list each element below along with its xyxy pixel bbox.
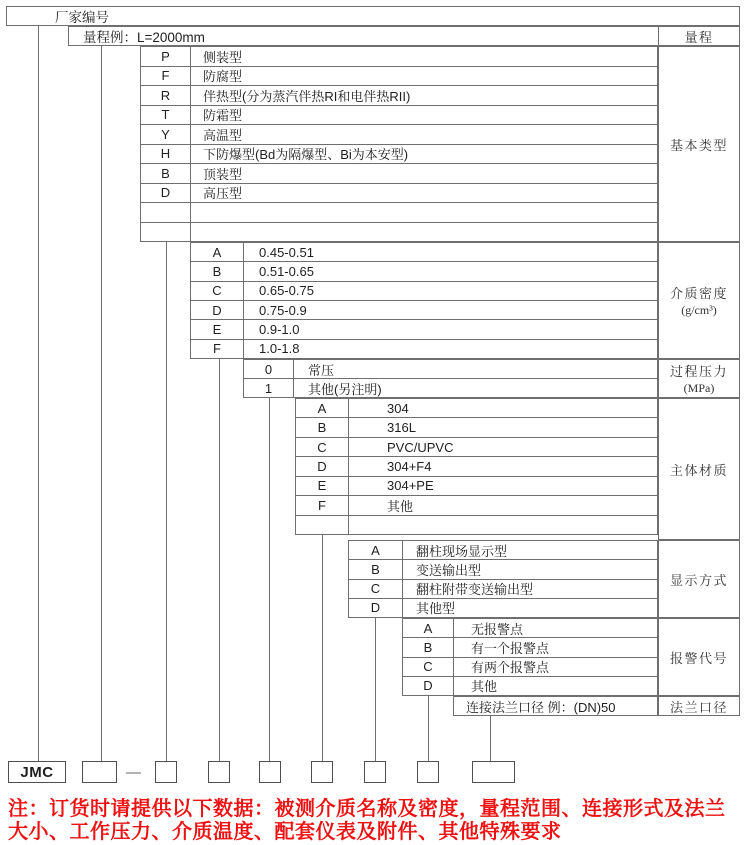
table-row [403,657,657,676]
table-row [244,378,657,397]
desc-cell: 其他型 [416,601,456,617]
connector-line-range [101,46,102,761]
label-alarm-code: 报警代号 [658,618,740,696]
label-range: 量程 [658,26,740,46]
code-cell: C [296,438,349,456]
code-box-manufacturer [82,761,117,783]
desc-cell: 高压型 [203,186,243,202]
header-row-manufacturer-code [6,6,740,26]
connector-line-density [219,359,220,761]
desc-cell: 翻柱现场显示型 [416,543,508,559]
label-flange-size: 法兰口径 [658,696,740,716]
code-cell: D [296,457,349,475]
connector-line-alarm [428,696,429,761]
desc-cell: 其他 [471,679,498,695]
desc-cell: PVC/UPVC [387,439,454,455]
desc-cell: 常压 [308,362,335,378]
table-alarm-code [402,618,658,696]
table-display-mode [348,540,658,618]
table-row [141,222,657,242]
table-medium-density [190,242,658,359]
code-box-flange [472,761,515,783]
table-row [403,676,657,695]
code-cell: A [349,541,403,559]
model-prefix: JMC [20,763,54,781]
code-cell: D [403,677,454,695]
range-example-label: 量程例：L=2000mm [83,30,205,45]
table-row [141,47,657,66]
table-row [296,515,657,534]
label-process-pressure: 过程压力 (MPa) [658,359,740,398]
desc-cell: 有一个报警点 [471,640,550,656]
table-row [141,124,657,144]
code-box-density [208,761,230,783]
desc-cell: 1.0-1.8 [259,341,300,357]
code-cell: D [191,301,244,319]
table-body-material [295,398,658,535]
code-cell: B [191,262,244,280]
ordering-note [8,798,746,844]
table-row [296,495,657,514]
code-cell: B [296,418,349,436]
connector-line-pressure [269,398,270,761]
desc-cell: 304+PE [387,478,434,494]
code-cell [141,203,191,222]
table-row [349,541,657,559]
desc-cell: 变送输出型 [416,562,482,578]
code-cell: H [141,145,191,164]
table-row [141,85,657,105]
label-body-material: 主体材质 [658,398,740,540]
table-row [349,559,657,578]
label-basic-type: 基本类型 [658,46,740,242]
code-cell: E [191,320,244,338]
table-row [403,637,657,656]
desc-cell [349,516,657,534]
label-display-mode: 显示方式 [658,540,740,618]
table-row [191,300,657,319]
code-cell: C [191,282,244,300]
code-box-material [311,761,333,783]
desc-cell: 伴热型(分为蒸汽伴热RI和电伴热RII) [203,88,411,104]
desc-cell: 0.65-0.75 [259,283,314,299]
code-cell: C [403,658,454,676]
code-cell: F [296,496,349,514]
desc-cell: 顶装型 [203,166,243,182]
desc-cell [191,223,657,242]
connector-line-manufacturer [38,26,39,761]
code-cell: B [403,638,454,656]
code-cell: 1 [244,379,294,397]
desc-cell: 侧装型 [203,49,243,65]
table-row [296,437,657,456]
table-row [191,243,657,261]
code-cell [141,223,191,242]
code-cell: C [349,580,403,598]
flange-size-row [453,696,658,716]
code-box-pressure [259,761,281,783]
code-cell: D [141,184,191,203]
code-cell: A [191,243,244,261]
table-row [244,360,657,378]
code-cell: B [141,164,191,183]
flange-size-text: 连接法兰口径 例：(DN)50 [466,699,616,715]
desc-cell: 0.45-0.51 [259,244,314,260]
table-row [191,281,657,300]
table-row [191,339,657,358]
desc-cell: 304 [387,400,409,416]
table-row [296,476,657,495]
table-row [141,144,657,164]
desc-cell: 防腐型 [203,69,243,85]
table-row [349,579,657,598]
code-cell: A [403,619,454,637]
desc-cell: 其他 [387,498,414,514]
table-row [191,261,657,280]
code-cell [296,516,349,534]
code-cell: D [349,599,403,617]
code-cell: P [141,47,191,66]
desc-cell: 翻柱附带变送输出型 [416,582,534,598]
connector-line-material [322,535,323,761]
desc-cell: 0.9-1.0 [259,321,300,337]
code-cell: B [349,560,403,578]
code-cell: T [141,106,191,125]
table-row [349,598,657,617]
table-row [141,66,657,86]
code-separator-dash: — [126,763,141,781]
code-box-basic-type [155,761,177,783]
table-row [141,163,657,183]
desc-cell: 304+F4 [387,458,432,474]
table-process-pressure [243,359,658,398]
table-row [403,619,657,637]
ordering-note-line2: 大小、工作压力、介质温度、配套仪表及附件、其他特殊要求 [8,821,562,843]
desc-cell: 0.51-0.65 [259,263,314,279]
code-cell: 0 [244,360,294,378]
table-row [141,105,657,125]
ordering-note-line1: 注：订货时请提供以下数据：被测介质名称及密度，量程范围、连接形式及法兰 [8,798,726,820]
model-prefix-box [8,761,66,783]
code-box-display [364,761,386,783]
table-row [296,417,657,436]
label-medium-density: 介质密度 (g/cm³) [658,242,740,359]
table-basic-type [140,46,658,242]
code-cell: Y [141,125,191,144]
connector-line-flange [490,716,491,761]
table-row [141,183,657,203]
manufacturer-code-label: 厂家编号 [55,10,109,25]
header-row-range-example [68,26,740,46]
desc-cell: 有两个报警点 [471,660,550,676]
table-row [296,399,657,417]
connector-line-basic-type [166,242,167,761]
code-cell: A [296,399,349,417]
desc-cell: 高温型 [203,127,243,143]
code-cell: E [296,477,349,495]
code-cell: R [141,86,191,105]
table-row [141,202,657,222]
table-row [296,456,657,475]
desc-cell: 0.75-0.9 [259,302,307,318]
desc-cell: 316L [387,420,416,436]
code-cell: F [191,340,244,358]
table-row [191,319,657,338]
desc-cell: 下防爆型(Bd为隔爆型、Bi为本安型) [203,147,409,163]
desc-cell: 防霜型 [203,108,243,124]
code-box-alarm [417,761,439,783]
desc-cell: 无报警点 [471,621,524,637]
desc-cell: 其他(另注明) [308,381,382,397]
connector-line-display [375,618,376,761]
code-cell: F [141,67,191,86]
desc-cell [191,203,657,222]
